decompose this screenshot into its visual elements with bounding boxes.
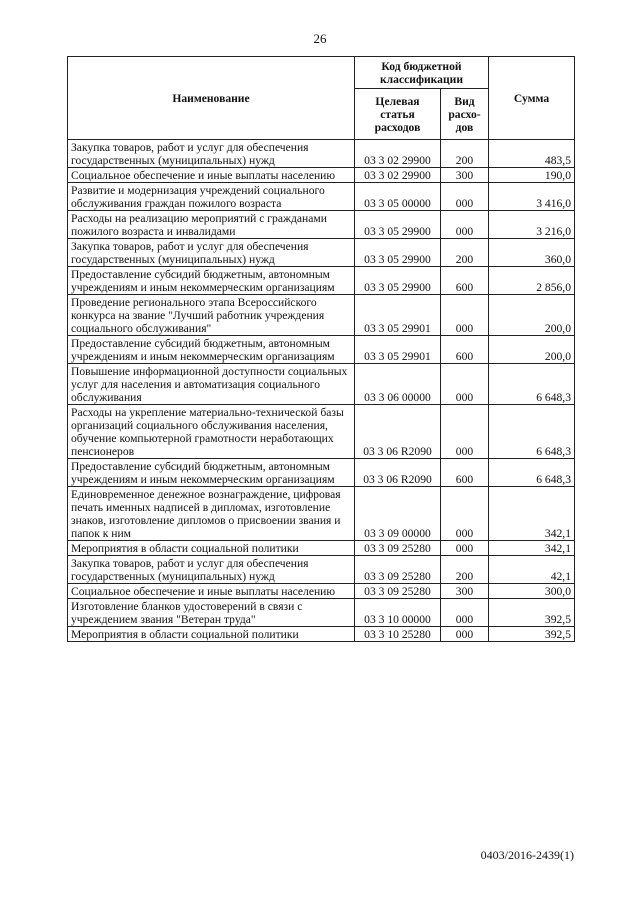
- table-row: [68, 140, 575, 168]
- row-name: Предоставление субсидий бюджетным, автономным учреждениям и иным некоммерческим организациям: [68, 267, 355, 295]
- row-expense-type: 000: [441, 405, 489, 459]
- row-sum: 6 648,3: [489, 459, 575, 487]
- row-name: Расходы на укрепление материально-технической базы организаций социального обслуживания населения, обучение компьютерной грамотности неработающих пенсионеров: [68, 405, 355, 459]
- table-row: [68, 405, 575, 459]
- row-sum: 200,0: [489, 295, 575, 336]
- row-name: Расходы на реализацию мероприятий с гражданами пожилого возраста и инвалидами: [68, 211, 355, 239]
- row-expense-type: 000: [441, 541, 489, 556]
- header-target-article: Целевая статья расходов: [355, 89, 441, 140]
- row-target-article: 03 3 09 25280: [355, 584, 441, 599]
- table-row: [68, 239, 575, 267]
- row-sum: 392,5: [489, 627, 575, 642]
- row-target-article: 03 3 02 29900: [355, 168, 441, 183]
- row-target-article: 03 3 09 25280: [355, 541, 441, 556]
- row-sum: 483,5: [489, 140, 575, 168]
- row-expense-type: 200: [441, 140, 489, 168]
- row-expense-type: 000: [441, 295, 489, 336]
- row-sum: 3 416,0: [489, 183, 575, 211]
- row-name: Мероприятия в области социальной политики: [68, 541, 355, 556]
- row-sum: 190,0: [489, 168, 575, 183]
- table-row: [68, 487, 575, 541]
- row-sum: 3 216,0: [489, 211, 575, 239]
- row-target-article: 03 3 05 00000: [355, 183, 441, 211]
- table-row: [68, 336, 575, 364]
- header-expense-type: Вид расхо-дов: [441, 89, 489, 140]
- table-row: [68, 168, 575, 183]
- row-expense-type: 000: [441, 183, 489, 211]
- header-sum: Сумма: [489, 57, 575, 140]
- row-expense-type: 200: [441, 239, 489, 267]
- row-sum: 342,1: [489, 487, 575, 541]
- row-expense-type: 000: [441, 627, 489, 642]
- row-target-article: 03 3 05 29900: [355, 267, 441, 295]
- table-row: [68, 627, 575, 642]
- row-name: Повышение информационной доступности социальных услуг для населения и автоматизация социального обслуживания: [68, 364, 355, 405]
- header-classification: Код бюджетной классификации: [355, 57, 489, 89]
- table-row: [68, 556, 575, 584]
- table-row: [68, 599, 575, 627]
- row-sum: 42,1: [489, 556, 575, 584]
- row-target-article: 03 3 06 00000: [355, 364, 441, 405]
- row-expense-type: 600: [441, 267, 489, 295]
- row-name: Закупка товаров, работ и услуг для обеспечения государственных (муниципальных) нужд: [68, 140, 355, 168]
- row-name: Закупка товаров, работ и услуг для обеспечения государственных (муниципальных) нужд: [68, 239, 355, 267]
- row-expense-type: 200: [441, 556, 489, 584]
- row-expense-type: 000: [441, 487, 489, 541]
- row-sum: 342,1: [489, 541, 575, 556]
- row-expense-type: 000: [441, 364, 489, 405]
- header-name: Наименование: [68, 57, 355, 140]
- row-expense-type: 600: [441, 336, 489, 364]
- budget-table: [67, 56, 575, 642]
- table-row: [68, 364, 575, 405]
- table-row: [68, 541, 575, 556]
- row-sum: 2 856,0: [489, 267, 575, 295]
- row-name: Закупка товаров, работ и услуг для обеспечения государственных (муниципальных) нужд: [68, 556, 355, 584]
- row-expense-type: 000: [441, 599, 489, 627]
- row-name: Мероприятия в области социальной политики: [68, 627, 355, 642]
- row-sum: 360,0: [489, 239, 575, 267]
- row-expense-type: 300: [441, 584, 489, 599]
- row-target-article: 03 3 10 00000: [355, 599, 441, 627]
- row-name: Предоставление субсидий бюджетным, автономным учреждениям и иным некоммерческим организациям: [68, 336, 355, 364]
- row-sum: 6 648,3: [489, 405, 575, 459]
- row-target-article: 03 3 05 29901: [355, 336, 441, 364]
- row-name: Проведение регионального этапа Всероссийского конкурса на звание "Лучший работник учреждения социального обслуживания": [68, 295, 355, 336]
- page-number: 26: [313, 31, 327, 46]
- table-row: [68, 459, 575, 487]
- row-sum: 200,0: [489, 336, 575, 364]
- row-sum: 392,5: [489, 599, 575, 627]
- row-name: Предоставление субсидий бюджетным, автономным учреждениям и иным некоммерческим организациям: [68, 459, 355, 487]
- table-row: [68, 584, 575, 599]
- row-target-article: 03 3 05 29900: [355, 211, 441, 239]
- row-expense-type: 000: [441, 211, 489, 239]
- row-target-article: 03 3 09 25280: [355, 556, 441, 584]
- document-code: 0403/2016-2439(1): [480, 848, 574, 862]
- row-name: Развитие и модернизация учреждений социального обслуживания граждан пожилого возраста: [68, 183, 355, 211]
- row-name: Единовременное денежное вознаграждение, цифровая печать именных надписей в дипломах, изготовление знаков, изготовление дипломов о присвоении звания и папок к ним: [68, 487, 355, 541]
- row-target-article: 03 3 10 25280: [355, 627, 441, 642]
- row-target-article: 03 3 02 29900: [355, 140, 441, 168]
- row-target-article: 03 3 09 00000: [355, 487, 441, 541]
- row-target-article: 03 3 05 29900: [355, 239, 441, 267]
- table-row: [68, 211, 575, 239]
- row-name: Социальное обеспечение и иные выплаты населению: [68, 168, 355, 183]
- table-row: [68, 267, 575, 295]
- row-target-article: 03 3 06 R2090: [355, 459, 441, 487]
- row-sum: 300,0: [489, 584, 575, 599]
- row-name: Изготовление бланков удостоверений в связи с учреждением звания "Ветеран труда": [68, 599, 355, 627]
- row-target-article: 03 3 05 29901: [355, 295, 441, 336]
- table-row: [68, 295, 575, 336]
- row-name: Социальное обеспечение и иные выплаты населению: [68, 584, 355, 599]
- table-row: [68, 183, 575, 211]
- row-target-article: 03 3 06 R2090: [355, 405, 441, 459]
- row-expense-type: 300: [441, 168, 489, 183]
- row-sum: 6 648,3: [489, 364, 575, 405]
- row-expense-type: 600: [441, 459, 489, 487]
